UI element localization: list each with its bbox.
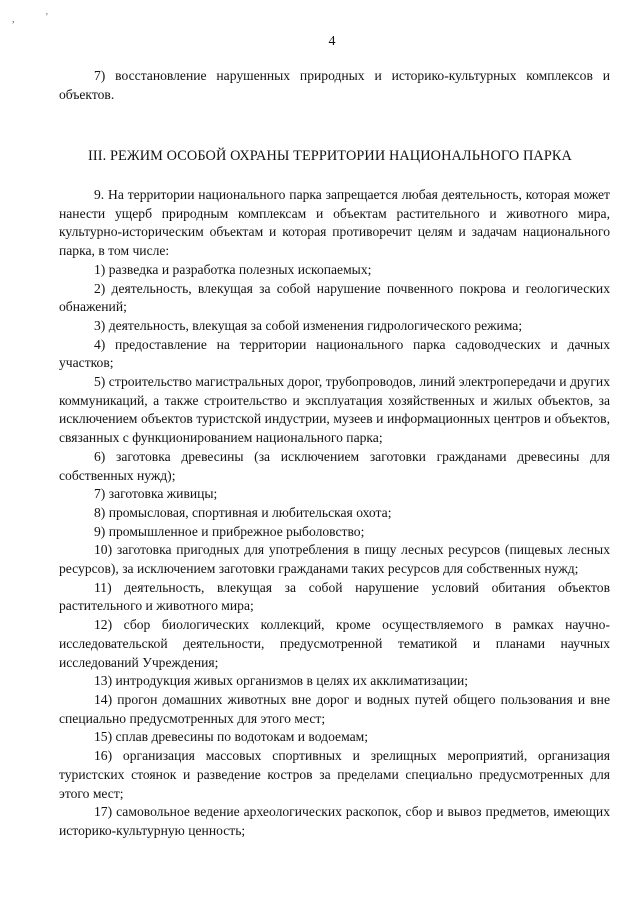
list-item: 6) заготовка древесины (за исключением заготовки гражданами древесины для собственных нужд);: [59, 448, 610, 483]
list-item: 15) сплав древесины по водотокам и водоемам;: [94, 729, 368, 745]
list-item: 8) промысловая, спортивная и любительская охота;: [94, 504, 392, 520]
list-item: 13) интродукция живых организмов в целях их акклиматизации;: [94, 673, 468, 689]
list-item: 11) деятельность, влекущая за собой нарушение условий обитания объектов растительного и животного мира;: [59, 579, 610, 614]
list-item: 1) разведка и разработка полезных ископаемых;: [94, 261, 372, 277]
list-item: 12) сбор биологических коллекций, кроме осуществляемого в рамках научно-исследовательской деятельности, предусмотренной тематикой и планами научных исследований Учреждения;: [59, 617, 610, 670]
list-item: 14) прогон домашних животных вне дорог и водных путей общего пользования и вне специально предусмотренных для этого мест;: [59, 691, 610, 726]
list-item: 16) организация массовых спортивных и зрелищных мероприятий, организация туристских стоянок и разведение костров за пределами специально предусмотренных для этого мест;: [59, 748, 610, 801]
list-item: 3) деятельность, влекущая за собой изменения гидрологического режима;: [94, 317, 523, 333]
list-item: 17) самовольное ведение археологических раскопок, сбор и вывоз предметов, имеющих историко-культурную ценность;: [59, 804, 610, 838]
list-item: 10) заготовка пригодных для употребления в пищу лесных ресурсов (пищевых лесных ресурсов), за исключением заготовки гражданами таких ресурсов для собственных нужд;: [59, 542, 610, 577]
section-heading: III. РЕЖИМ ОСОБОЙ ОХРАНЫ ТЕРРИТОРИИ НАЦИОНАЛЬНОГО ПАРКА: [88, 148, 572, 164]
page-number: 4: [328, 34, 336, 49]
top-paragraph-block: [59, 67, 610, 104]
list-item: 7) заготовка живицы;: [94, 486, 218, 502]
scan-speck: ,: [12, 14, 15, 25]
list-item: 4) предоставление на территории национального парка садоводческих и дачных участков;: [59, 336, 610, 371]
paragraph: 9. На территории национального парка запрещается любая деятельность, которая может нанести ущерб природным комплексам и объектам растительного и животного мира, культурно-историческим объектам и которая противоречит целям и задачам национального парка, в том числе:: [59, 187, 610, 259]
scan-speck: ': [46, 12, 48, 23]
list-item: 5) строительство магистральных дорог, трубопроводов, линий электропередачи и других коммуникаций, а также строительство и эксплуатация хозяйственных и жилых объектов, за исключением объектов туристской индустрии, музеев и информационных центров и объектов, связанных с функционированием национального парка;: [59, 374, 610, 446]
section-body: [59, 186, 610, 841]
paragraph: 7) восстановление нарушенных природных и историко-культурных комплексов и объектов.: [59, 68, 610, 102]
list-item: 2) деятельность, влекущая за собой нарушение почвенного покрова и геологических обнажений;: [59, 280, 610, 315]
list-item: 9) промышленное и прибрежное рыболовство;: [94, 523, 365, 539]
